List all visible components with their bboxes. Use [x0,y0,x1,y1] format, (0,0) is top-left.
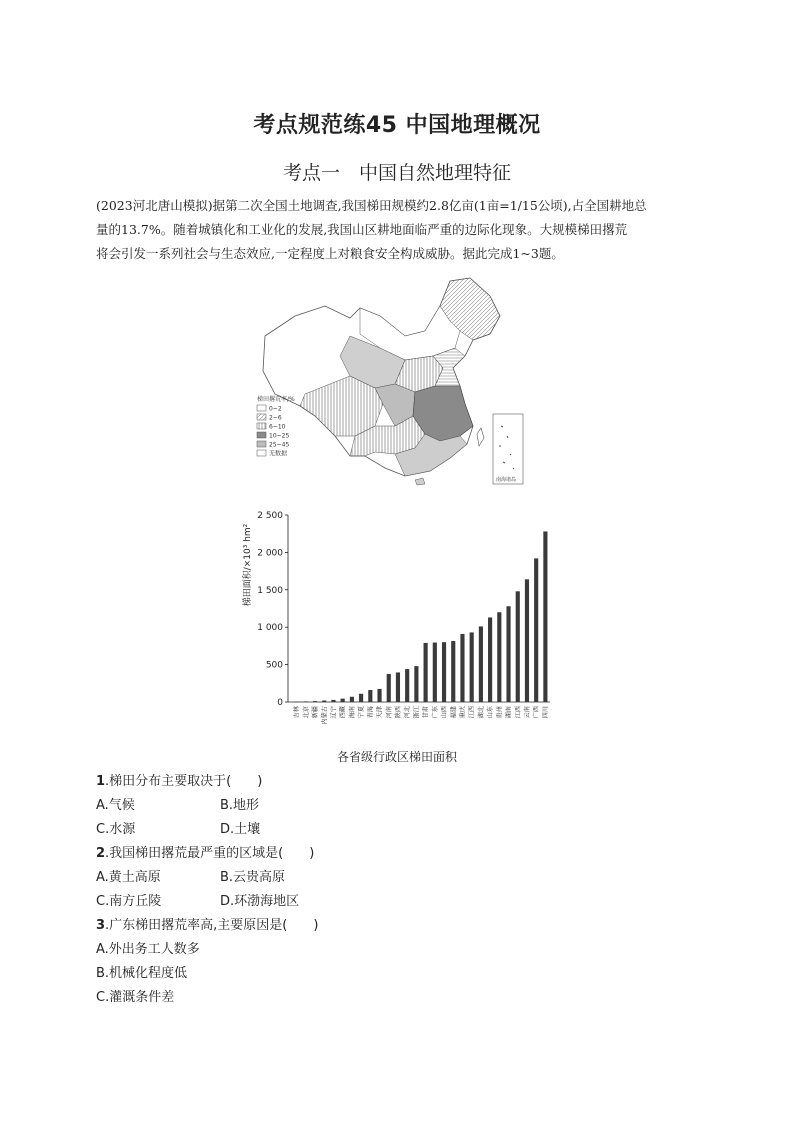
legend-swatch [257,423,266,429]
question-2 [96,842,696,914]
terrace-abandonment-map [255,276,525,486]
inset-label: 南海诸岛 [496,477,517,483]
inset-frame [493,414,523,484]
x-tick-label: 广西 [533,706,541,719]
option-c[interactable]: C.水源 [96,822,136,837]
x-tick-label: 四川 [542,706,550,719]
x-tick-label: 海南 [348,706,356,719]
x-tick-label: 福建 [450,706,458,719]
question-list [96,770,696,1010]
x-tick-label: 江西 [468,706,476,719]
region-taiwan [477,428,484,446]
bar [497,612,501,702]
legend-swatch [257,432,266,438]
bar [451,641,455,702]
y-tick-label: 1 500 [257,585,283,596]
x-tick-label: 河南 [385,706,393,719]
x-tick-label: 山东 [487,706,495,719]
bar [525,579,529,702]
page-title: 考点规范练45 中国地理概况 [253,113,541,138]
legend-swatch [257,405,266,411]
x-tick-label: 内蒙古 [321,706,329,725]
option-a[interactable]: A.黄土高原 [96,870,161,885]
question-1 [96,770,696,842]
legend-label: 6~10 [269,423,286,431]
map-legend-title: 梯田撂荒率/% [257,396,295,403]
intro-line: 将会引发一系列社会与生态效应,一定程度上对粮食安全构成威胁。据此完成1~3题。 [96,246,564,261]
china-map-figure [255,276,525,486]
bar [313,701,317,702]
question-stem: .我国梯田撂荒最严重的区域是( ) [105,846,315,861]
x-tick-label: 湖北 [477,706,485,719]
bar [341,699,345,702]
legend-swatch [257,414,266,420]
bar [359,694,363,702]
terrace-area-bar-chart [238,505,558,733]
bar [442,642,446,702]
option-d[interactable]: D.环渤海地区 [220,894,300,909]
bar [304,701,308,702]
option-a[interactable]: A.外出务工人数多 [96,942,200,957]
option-b[interactable]: B.地形 [220,798,260,813]
option-d[interactable]: D.土壤 [220,822,261,837]
x-tick-label: 河北 [404,706,412,719]
bar [460,634,464,702]
x-tick-label: 浙江 [413,706,421,719]
bar [424,643,428,702]
y-tick-label: 2 000 [257,548,283,559]
x-tick-label: 山西 [441,706,449,719]
question-stem: .梯田分布主要取决于( ) [105,774,263,789]
legend-label: 无数据 [269,450,288,458]
region-hainan [415,478,425,485]
x-tick-label: 北京 [302,706,310,719]
question-number: 1 [96,774,106,789]
bar [534,558,538,702]
bar [387,674,391,702]
intro-line: (2023河北唐山模拟)据第二次全国土地调查,我国梯田规模约2.8亿亩(1亩=1/15公顷),占全国耕地总 [96,198,647,213]
x-tick-label: 天津 [376,706,384,719]
legend-swatch [257,450,266,456]
x-tick-label: 西藏 [339,706,347,719]
y-tick-label: 2 500 [257,511,283,521]
question-3 [96,914,696,1010]
x-tick-label: 青海 [367,706,375,719]
x-tick-label: 陕西 [394,706,402,719]
x-tick-label: 甘肃 [422,706,430,719]
bar [295,702,299,703]
x-tick-label: 新疆 [312,706,320,719]
legend-label: 2~6 [269,414,282,422]
chart-caption: 各省级行政区梯田面积 [336,750,457,764]
bar [488,617,492,702]
bar [470,632,474,702]
bar [543,531,547,702]
bar [331,700,335,702]
x-tick-label: 吉林 [293,706,301,719]
bar-chart-svg [238,505,558,733]
legend-swatch [257,441,266,447]
y-tick-label: 500 [265,660,283,671]
bar [405,669,409,702]
legend-label: 25~45 [269,441,290,449]
question-number: 2 [96,846,106,861]
question-number: 3 [96,918,106,933]
bar [322,701,326,702]
intro-line: 量的13.7%。随着城镇化和工业化的发展,我国山区耕地面临严重的边际化现象。大规模梯田撂荒 [96,222,628,237]
y-tick-label: 0 [277,698,283,708]
bar [368,690,372,702]
question-stem: .广东梯田撂荒率高,主要原因是( ) [105,918,319,933]
x-tick-label: 贵州 [496,706,504,719]
x-tick-label: 宁夏 [358,706,366,719]
bar [396,672,400,702]
x-tick-label: 辽宁 [330,706,338,719]
bar [350,697,354,702]
bar [506,606,510,702]
section-subtitle: 考点一 中国自然地理特征 [282,162,511,184]
intro-paragraph [96,194,702,266]
bar [516,591,520,702]
bar [433,643,437,702]
legend-label: 0~2 [269,405,282,413]
option-b[interactable]: B.云贵高原 [220,870,286,885]
bar [414,666,418,702]
x-tick-label: 重庆 [459,706,467,719]
option-c[interactable]: C.灌溉条件差 [96,990,175,1005]
legend-label: 10~25 [269,432,290,440]
bar [377,689,381,702]
bar [479,626,483,702]
option-c[interactable]: C.南方丘陵 [96,894,162,909]
x-tick-label: 湖南 [505,706,513,719]
x-tick-label: 江西 [514,706,522,719]
option-a[interactable]: A.气候 [96,798,135,813]
x-tick-label: 广东 [431,706,439,719]
x-tick-label: 云南 [523,706,531,719]
option-b[interactable]: B.机械化程度低 [96,966,188,981]
y-tick-label: 1 000 [257,623,283,634]
chart-y-axis-label: 梯田面积/×10³ hm² [243,523,253,607]
